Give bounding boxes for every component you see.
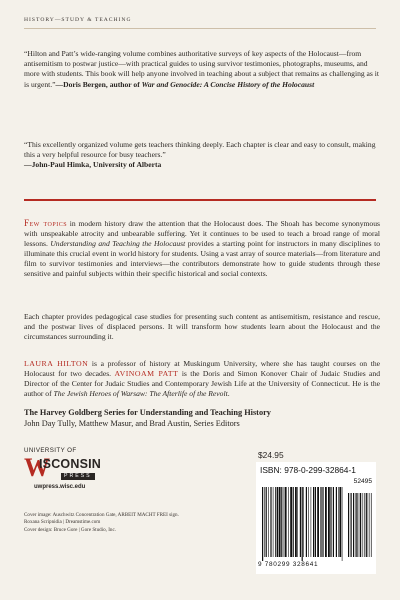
barcode-digits: 9 780299 328641 (258, 561, 319, 568)
author-name-1: LAURA HILTON (24, 359, 89, 368)
author-name-2: AVINOAM PATT (114, 369, 179, 379)
praise-quote-1 (24, 49, 380, 90)
praise-attribution: —Doris Bergen, author of War and Genocide: A Concise History of the Holocaust (55, 79, 315, 89)
barcode-panel (256, 462, 376, 574)
logo-w: W (24, 453, 50, 482)
credit-line: Roxana Scripnidia | Dreamstime.com (24, 519, 101, 526)
author-work: The Jewish Heroes of Warsaw: The Afterlife of the Revolt (53, 389, 228, 399)
logo-press: PRESS (61, 473, 95, 480)
praise-text: “Hilton and Patt’s wide-ranging volume combines authoritative surveys of key aspects of the Holocaust—from antisemitism to postwar justice—with practical guides to using survivor testimonies, photographs, museums, and more with students. This book will help anyone involved in teaching about a subject that remains as challenging as it is urgent.” (24, 49, 380, 89)
barcode-icon (262, 487, 372, 561)
logo-wisconsin: ISCONSIN (39, 457, 102, 471)
credit-line: Cover image: Auschwitz Concentration Gate, ARBEIT MACHT FREI sign. (24, 512, 179, 518)
publisher-url: uwpress.wisc.edu (34, 484, 86, 490)
series-editors: John Day Tully, Matthew Masur, and Brad Austin, Series Editors (24, 418, 240, 428)
logo-university-of: UNIVERSITY OF (24, 447, 77, 454)
cover-credits (24, 512, 179, 534)
praise-attribution-work: War and Genocide: A Concise History of the Holocaust (141, 79, 315, 89)
top-rule (24, 28, 376, 29)
price-supplement-code: 52495 (353, 478, 372, 485)
praise-attribution: —John-Paul Himka, University of Alberta (24, 160, 162, 170)
red-divider (24, 199, 376, 201)
description-paragraph-1: Few topics in modern history draw the attention that the Holocaust does. The Shoah has become synonymous with unspeakable atrocity and unbearable suffering. Yet it continues to be used to teach a broad range of moral lessons. Understanding and Teaching the Holocaust provides a starting point for instructors in many disciplines to illuminate this crucial event in world history for students. Using a vast array of source materials—from literature and film to survivor testimonies and interviews—the contributors demonstrate how to guide students through these sensitive and painful subjects within their specific historical and social contexts. (24, 218, 380, 279)
isbn-label: ISBN: 978-0-299-32864-1 (260, 465, 356, 475)
description-paragraph-2: Each chapter provides pedagogical case studies for presenting such content as antisemitism, resistance and rescue, and the postwar lives of displaced persons. It will transform how students learn about the Holocaust and the circumstances surrounding it. (24, 312, 380, 342)
series-title: The Harvey Goldberg Series for Understanding and Teaching History (24, 408, 271, 417)
praise-quote-2 (24, 140, 380, 171)
praise-text: “This excellently organized volume gets teachers thinking deeply. Each chapter is clear and easy to consult, making this a very helpful resource for busy teachers.” (24, 140, 376, 160)
lead-in: Few topics (24, 218, 68, 228)
category-label: HISTORY—STUDY & TEACHING (24, 17, 132, 23)
price-label: $24.95 (258, 450, 284, 460)
author-bios: LAURA HILTON is a professor of history at Muskingum University, where she has taught courses on the Holocaust for two decades. AVINOAM PATT is the Doris and Simon Konover Chair of Judaic Studies and Director of the Center for Judaic Studies and Contemporary Jewish Life at the University of Connecticut. He is the author of The Jewish Heroes of Warsaw: The Afterlife of the Revolt. (24, 359, 381, 399)
book-title: Understanding and Teaching the Holocaust (50, 239, 186, 249)
series-info (24, 408, 271, 430)
credit-line: Cover design: Bruce Gore | Gore Studio, Inc. (24, 526, 116, 533)
